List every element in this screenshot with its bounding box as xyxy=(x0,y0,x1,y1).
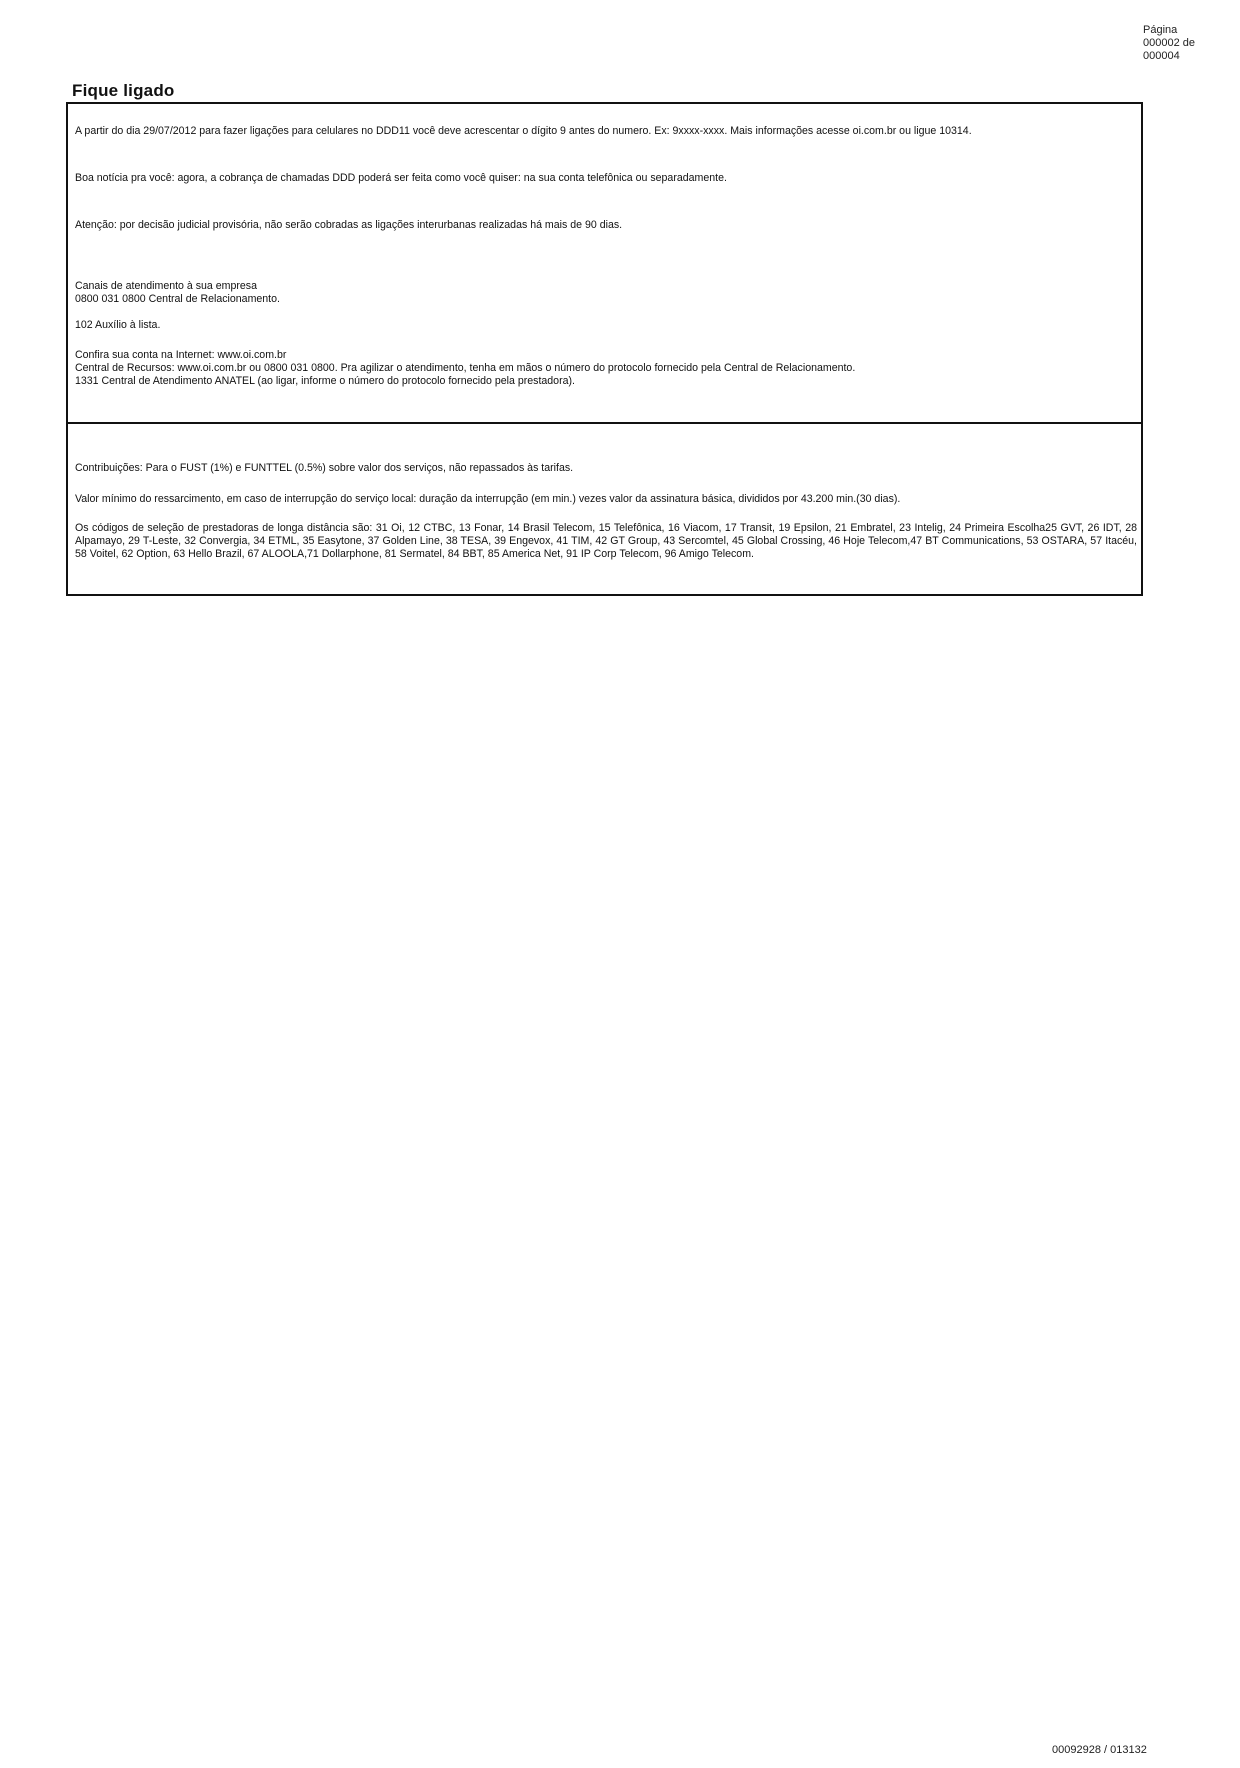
channels-auxilio: 102 Auxílio à lista. xyxy=(75,319,161,331)
channels-recursos: Central de Recursos: www.oi.com.br ou 0800 031 0800. Pra agilizar o atendimento, tenha em mãos o número do protocolo fornecido pela Central de Relacionamento. xyxy=(75,362,856,374)
box-divider xyxy=(68,422,1141,424)
document-code: 00092928 / 013132 xyxy=(1052,1744,1147,1756)
page-number xyxy=(1143,24,1223,63)
ddd-billing-notice: Boa notícia pra você: agora, a cobrança de chamadas DDD poderá ser feita como você quiser: na sua conta telefônica ou separadamente. xyxy=(75,172,727,184)
channels-internet: Confira sua conta na Internet: www.oi.com.br xyxy=(75,349,287,361)
page-total: 000004 xyxy=(1143,50,1180,62)
ddd11-notice: A partir do dia 29/07/2012 para fazer ligações para celulares no DDD11 você deve acrescentar o dígito 9 antes do numero. Ex: 9xxxx-xxxx. Mais informações acesse oi.com.br ou ligue 10314. xyxy=(75,125,972,137)
page-label-text: Página xyxy=(1143,24,1178,36)
page-current: 000002 de xyxy=(1143,37,1195,49)
judicial-notice: Atenção: por decisão judicial provisória, não serão cobradas as ligações interurbanas realizadas há mais de 90 dias. xyxy=(75,219,623,231)
channels-central: 0800 031 0800 Central de Relacionamento. xyxy=(75,293,280,305)
ressarcimento-text: Valor mínimo do ressarcimento, em caso de interrupção do serviço local: duração da interrupção (em min.) vezes valor da assinatura básica, divididos por 43.200 min.(30 dias). xyxy=(75,493,901,505)
info-box xyxy=(66,102,1143,596)
channels-title: Canais de atendimento à sua empresa xyxy=(75,280,257,292)
channels-anatel: 1331 Central de Atendimento ANATEL (ao ligar, informe o número do protocolo fornecido pela prestadora). xyxy=(75,375,575,387)
section-title: Fique ligado xyxy=(72,81,175,100)
codigos-prestadoras: Os códigos de seleção de prestadoras de longa distância são: 31 Oi, 12 CTBC, 13 Fonar, 14 Brasil Telecom, 15 Telefônica, 16 Viacom, 17 Transit, 19 Epsilon, 21 Embratel, 23 Intelig, 24 Primeira Escolha25 GVT, 26 IDT, 28 Alpamayo, 29 T-Leste, 32 Convergia, 34 ETML, 35 Easytone, 37 Golden Line, 38 TESA, 39 Engevox, 41 TIM, 42 GT Group, 43 Sercomtel, 45 Global Crossing, 46 Hoje Telecom,47 BT Communications, 53 OSTARA, 57 Itacéu, 58 Voitel, 62 Option, 63 Hello Brazil, 67 ALOOLA,71 Dollarphone, 81 Sermatel, 84 BBT, 85 America Net, 91 IP Corp Telecom, 96 Amigo Telecom. xyxy=(75,522,1137,560)
contribuicoes-text: Contribuições: Para o FUST (1%) e FUNTTEL (0.5%) sobre valor dos serviços, não repassados às tarifas. xyxy=(75,462,574,474)
